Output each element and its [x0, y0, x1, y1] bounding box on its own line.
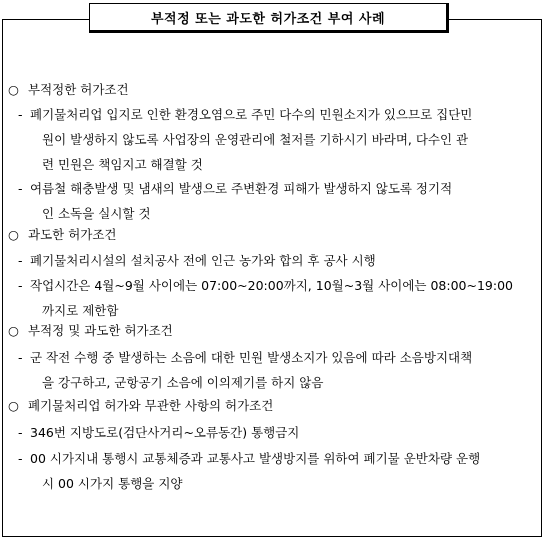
- section-title: 과도한 허가조건: [28, 227, 117, 242]
- dash-bullet: -: [18, 107, 23, 122]
- section-heading: [8, 80, 129, 100]
- dash-bullet: -: [18, 181, 23, 196]
- list-item: [18, 176, 538, 226]
- item-line: 폐기물처리업 입지로 인한 환경오염으로 주민 다수의 민원소지가 있으므로 집단민: [30, 107, 473, 122]
- section-title: 부적정한 허가조건: [28, 82, 129, 97]
- item-line: 작업시간은 4월~9월 사이에는 07:00~20:00까지, 10월~3월 사이에는 08:00~19:00: [30, 278, 513, 293]
- section-heading: [8, 396, 273, 416]
- item-line: 여름철 해충발생 및 냄새의 발생으로 주변환경 피해가 발생하지 않도록 정기적: [30, 181, 453, 196]
- list-item: [18, 345, 538, 395]
- item-line: 까지로 제한함: [42, 303, 119, 318]
- list-item: [18, 420, 538, 445]
- section-heading: [8, 225, 117, 245]
- title-box: [89, 3, 449, 33]
- list-item: [18, 446, 538, 496]
- list-item: [18, 248, 538, 273]
- item-line: 폐기물처리시설의 설치공사 전에 인근 농가와 합의 후 공사 시행: [30, 253, 376, 268]
- dash-bullet: -: [18, 350, 23, 365]
- dash-bullet: -: [18, 451, 23, 466]
- document-title: 부적정 또는 과도한 허가조건 부여 사례: [150, 11, 386, 27]
- item-line: 시 00 시가지 통행을 지양: [42, 476, 183, 491]
- section-heading: [8, 321, 173, 341]
- circle-bullet-icon: ○: [8, 398, 19, 413]
- section-title: 폐기물처리업 허가와 무관한 사항의 허가조건: [28, 398, 274, 413]
- item-line: 346번 지방도로(검단사거리~오류동간) 통행금지: [30, 425, 300, 440]
- dash-bullet: -: [18, 278, 23, 293]
- item-line: 련 민원은 책임지고 해결할 것: [42, 157, 203, 172]
- item-line: 인 소독을 실시할 것: [42, 206, 151, 221]
- item-line: 원이 발생하지 않도록 사업장의 운영관리에 철저를 기하시기 바라며, 다수인 관: [42, 132, 469, 147]
- item-line: 을 강구하고, 군항공기 소음에 이의제기를 하지 않음: [42, 375, 324, 390]
- circle-bullet-icon: ○: [8, 82, 19, 97]
- circle-bullet-icon: ○: [8, 227, 19, 242]
- list-item: [18, 273, 538, 323]
- list-item: [18, 102, 538, 177]
- item-line: 00 시가지내 통행시 교통체증과 교통사고 발생방지를 위하여 폐기물 운반차량 운행: [30, 451, 481, 466]
- circle-bullet-icon: ○: [8, 323, 19, 338]
- section-title: 부적정 및 과도한 허가조건: [28, 323, 173, 338]
- dash-bullet: -: [18, 425, 23, 440]
- item-line: 군 작전 수행 중 발생하는 소음에 대한 민원 발생소지가 있음에 따라 소음방지대책: [30, 350, 473, 365]
- dash-bullet: -: [18, 253, 23, 268]
